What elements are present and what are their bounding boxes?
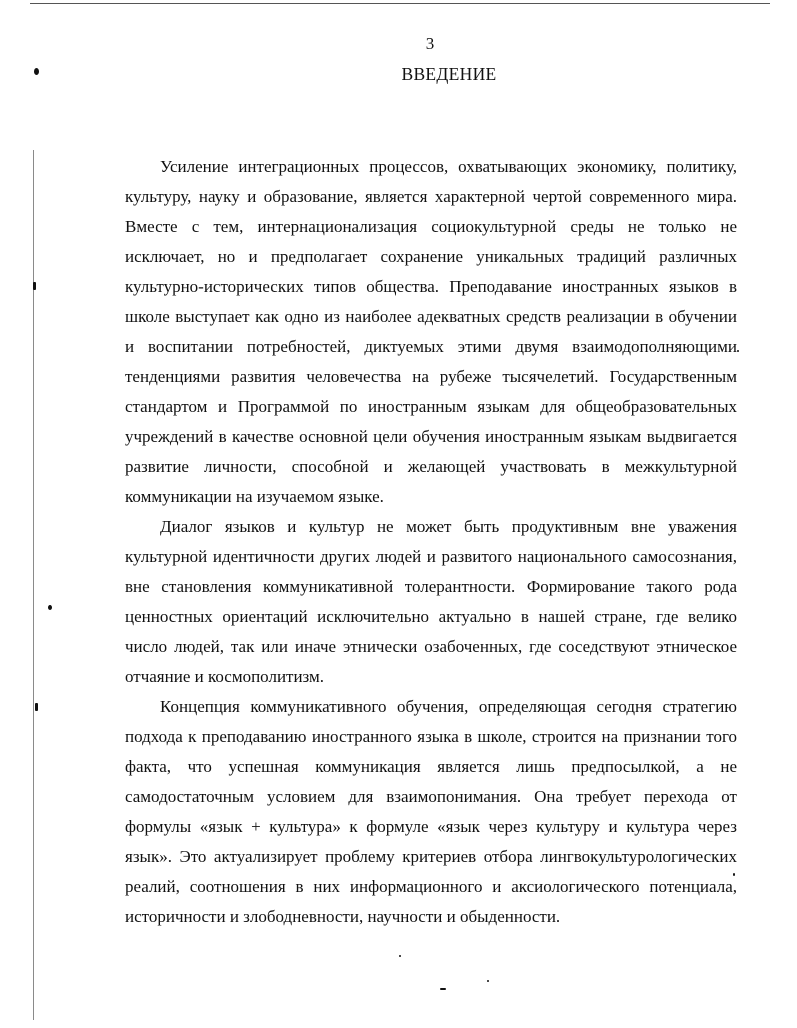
paragraph: Концепция коммуникативного обучения, определяющая сегодня стратегию подхода к преподаванию иностранного языка в школе, строится на признании того факта, что успешная коммуникация является лишь предпосылкой, а не самодостаточным условием для взаимопонимания. Она требует перехода от формулы «язык + культура» к формуле «язык через культуру и культура через язык». Это актуализирует проблему критериев отбора лингвокультурологических реалий, соотношения в них информационного и аксиологического потенциала, историчности и злободневности, научности и обыденности. [125,697,737,926]
document-body [125,152,737,932]
scan-speck [48,605,52,610]
scan-speck [487,980,489,982]
scan-speck [440,988,446,990]
scan-speck [399,955,401,957]
section-title: ВВЕДЕНИЕ [401,64,497,84]
page-number: 3 [425,34,435,53]
scan-speck [737,350,739,352]
scan-speck [35,703,38,711]
paragraph: Усиление интеграционных процессов, охватывающих экономику, политику, культуру, науку и образование, является характерной чертой современного мира. Вместе с тем, интернационализация социокультурной среды не только не исключает, но и предполагает сохранение уникальных традиций различных культурно-исторических типов общества. Преподавание иностранных языков в школе выступает как одно из наиболее адекватных средств реализации в обучении и воспитании потребностей, диктуемых этими двумя взаимодополняющими тенденциями развития человечества на рубеже тысячелетий. Государственным стандартом и Программой по иностранным языкам для общеобразовательных учреждений в качестве основной цели обучения иностранным языкам выдвигается развитие личности, способной и желающей участвовать в межкультурной коммуникации на изучаемом языке. [125,157,737,506]
scan-speck [33,282,36,290]
top-scan-border [30,3,770,4]
left-scan-border [33,150,34,1020]
paragraph: Диалог языков и культур не может быть продуктивным вне уважения культурной идентичности других людей и развитого национального самосознания, вне становления коммуникативной толерантности. Формирование такого рода ценностных ориентаций исключительно актуально в нашей стране, где велико число людей, так или иначе этнически озабоченных, где соседствуют этническое отчаяние и космополитизм. [125,517,737,686]
